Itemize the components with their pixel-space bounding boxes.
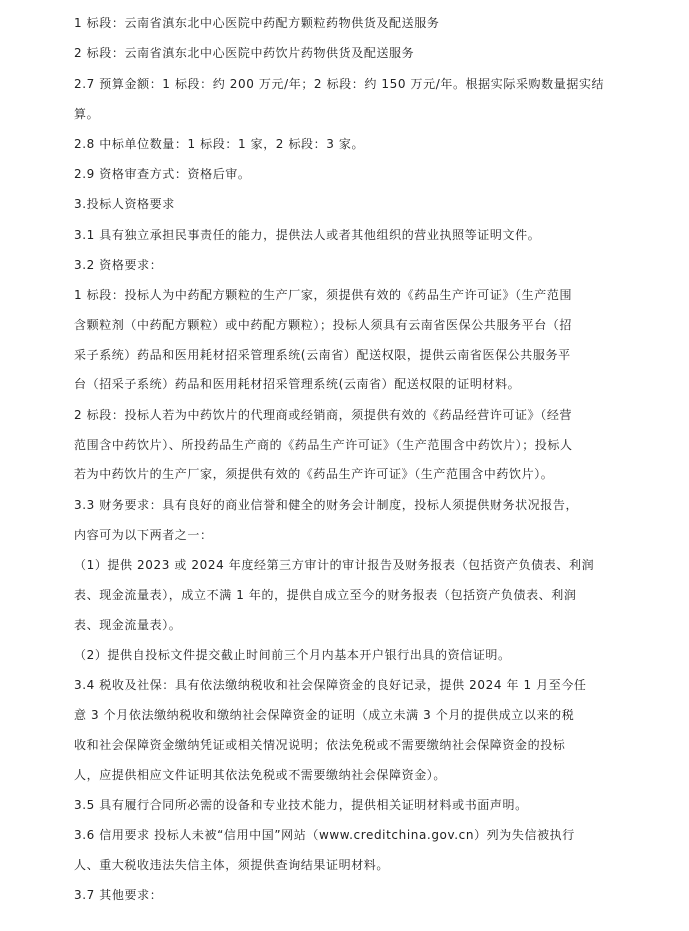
text-line: 表、现金流量表），成立不满 1 年的，提供自成立至今的财务报表（包括资产负债表、利润 bbox=[74, 588, 577, 602]
text-line: 3.4 税收及社保：具有依法缴纳税收和社会保障资金的良好记录，提供 2024 年 1 月至今任 bbox=[74, 678, 587, 692]
text-line: 3.6 信用要求 投标人未被“信用中国”网站（www.creditchina.gov.cn）列为失信被执行 bbox=[74, 828, 575, 842]
text-line: 算。 bbox=[74, 107, 100, 121]
text-line: （2）提供自投标文件提交截止时间前三个月内基本开户银行出具的资信证明。 bbox=[74, 648, 511, 662]
text-line: 2 标段：云南省滇东北中心医院中药饮片药物供货及配送服务 bbox=[74, 46, 415, 60]
text-line: 3.1 具有独立承担民事责任的能力，提供法人或者其他组织的营业执照等证明文件。 bbox=[74, 228, 541, 242]
text-line: 3.7 其他要求： bbox=[74, 888, 163, 902]
text-line: 3.3 财务要求：具有良好的商业信誉和健全的财务会计制度，投标人须提供财务状况报告， bbox=[74, 498, 579, 512]
text-line: （1）提供 2023 或 2024 年度经第三方审计的审计报告及财务报表（包括资产负债表、利润 bbox=[74, 558, 595, 572]
text-line: 1 标段：投标人为中药配方颗粒的生产厂家，须提供有效的《药品生产许可证》（生产范围 bbox=[74, 288, 573, 302]
text-line: 2.7 预算金额：1 标段：约 200 万元/年；2 标段：约 150 万元/年。根据实际采购数量据实结 bbox=[74, 77, 605, 91]
text-line: 采子系统）药品和医用耗材招采管理系统(云南省）配送权限，提供云南省医保公共服务平 bbox=[74, 348, 571, 362]
text-line: 内容可为以下两者之一： bbox=[74, 528, 213, 542]
text-line: 范围含中药饮片）、所投药品生产商的《药品生产许可证》（生产范围含中药饮片）；投标人 bbox=[74, 438, 573, 452]
text-line: 人，应提供相应文件证明其依法免税或不需要缴纳社会保障资金）。 bbox=[74, 768, 447, 782]
text-line: 若为中药饮片的生产厂家，须提供有效的《药品生产许可证》（生产范围含中药饮片）。 bbox=[74, 467, 554, 481]
text-line: 2.9 资格审查方式：资格后审。 bbox=[74, 167, 251, 181]
text-line: 2.8 中标单位数量：1 标段：1 家，2 标段：3 家。 bbox=[74, 137, 365, 151]
text-line: 意 3 个月依法缴纳税收和缴纳社会保障资金的证明（成立未满 3 个月的提供成立以来的税 bbox=[74, 708, 575, 722]
text-line: 含颗粒剂（中药配方颗粒）或中药配方颗粒）；投标人须具有云南省医保公共服务平台（招 bbox=[74, 318, 573, 332]
text-line: 人、重大税收违法失信主体，须提供查询结果证明材料。 bbox=[74, 858, 390, 872]
text-line: 台（招采子系统）药品和医用耗材招采管理系统(云南省）配送权限的证明材料。 bbox=[74, 377, 521, 391]
text-line: 收和社会保障资金缴纳凭证或相关情况说明；依法免税或不需要缴纳社会保障资金的投标 bbox=[74, 738, 566, 752]
text-line: 3.2 资格要求： bbox=[74, 258, 163, 272]
text-line: 表、现金流量表）。 bbox=[74, 618, 182, 632]
text-line: 3.5 具有履行合同所必需的设备和专业技术能力，提供相关证明材料或书面声明。 bbox=[74, 798, 528, 812]
section-heading: 3.投标人资格要求 bbox=[74, 197, 175, 211]
text-line: 2 标段：投标人若为中药饮片的代理商或经销商，须提供有效的《药品经营许可证》（经营 bbox=[74, 408, 573, 422]
text-line: 1 标段：云南省滇东北中心医院中药配方颗粒药物供货及配送服务 bbox=[74, 16, 440, 30]
